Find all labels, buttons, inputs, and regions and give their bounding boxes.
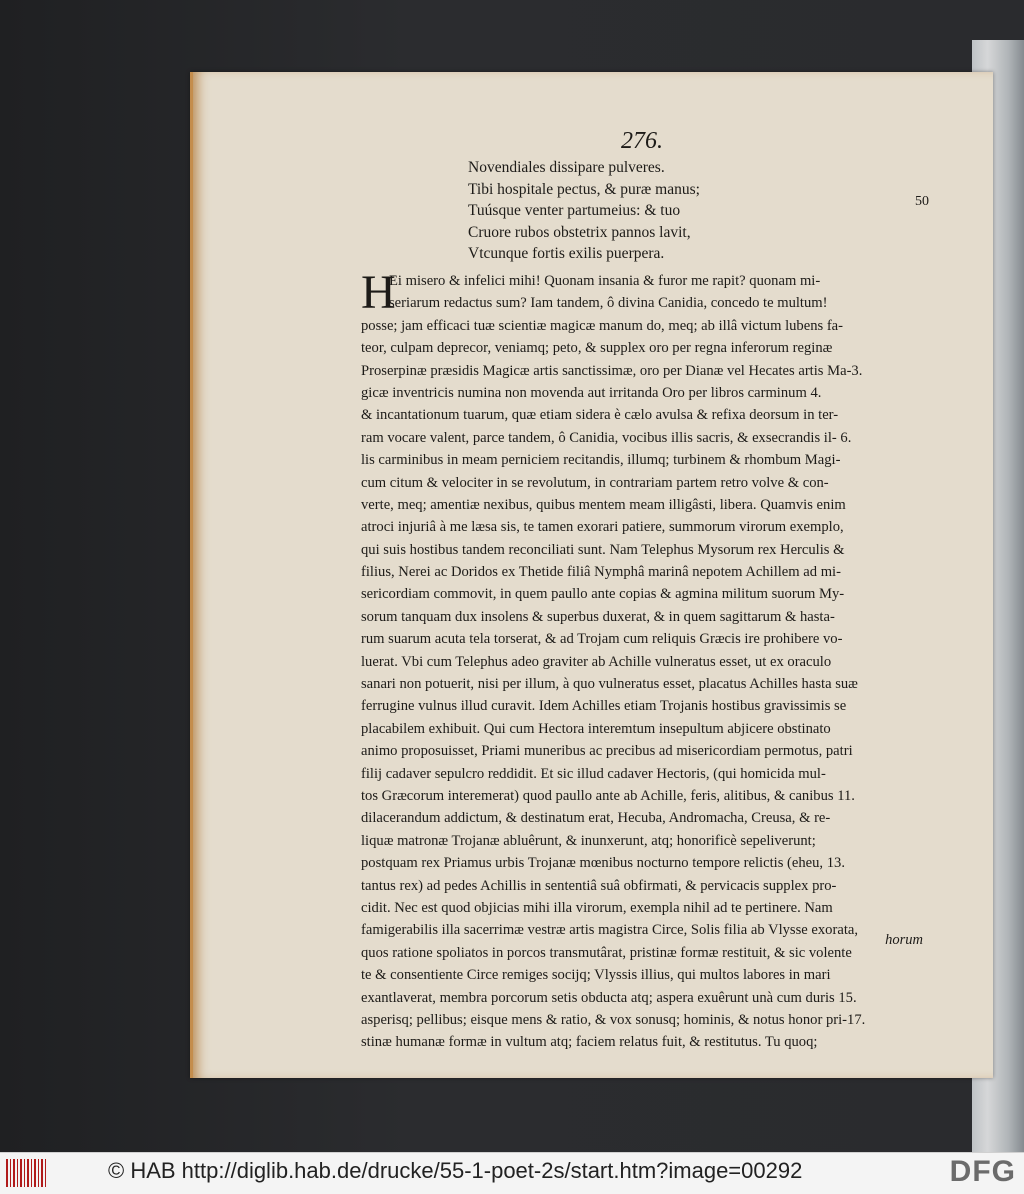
prose-line: ram vocare valent, parce tandem, ô Canidia, vocibus illis sacris, & exsecrandis il- 6. [361, 429, 852, 446]
prose-line: postquam rex Priamus urbis Trojanæ mœnibus nocturno tempore relictis (eheu, 13. [361, 855, 845, 872]
prose-line: teor, culpam deprecor, veniamq; peto, & supplex oro per regna inferorum reginæ [361, 340, 833, 357]
prose-line: tantus rex) ad pedes Achillis in sententiâ suâ obfirmati, & pervicacis supplex pro- [361, 877, 837, 894]
prose-line: cidit. Nec est quod objicias mihi illa virorum, exempla nihil ad te pertinere. Nam [361, 899, 833, 916]
prose-line: qui suis hostibus tandem reconciliati sunt. Nam Telephus Mysorum rex Herculis & [361, 541, 845, 558]
prose-line: atroci injuriâ à me læsa sis, te tamen exorari patiere, summorum virorum exemplo, [361, 519, 844, 536]
prose-line: sorum tanquam dux insolens & superbus duxerat, & in quem sagittarum & hasta- [361, 608, 835, 625]
prose-line: cum citum & velociter in se revolutum, in contrariam partem retro volve & con- [361, 474, 829, 491]
verse-line: Vtcunque fortis exilis puerpera. [468, 245, 665, 262]
copyright-url[interactable]: © HAB http://diglib.hab.de/drucke/55-1-poet-2s/start.htm?image=00292 [108, 1158, 803, 1183]
prose-line: seriarum redactus sum? Iam tandem, ô divina Canidia, concedo te multum! [389, 295, 828, 312]
prose-line: sanari non potuerit, nisi per illum, à quo vulneratus esset, placatus Achilles hasta suæ [361, 676, 858, 693]
book-page [190, 72, 993, 1078]
prose-line: animo proposuisset, Priami muneribus ac precibus ad misericordiam permotus, patri [361, 743, 853, 760]
prose-line: famigerabilis illa sacerrimæ vestræ artis magistra Circe, Solis filia ab Vlysse exorata, [361, 922, 858, 939]
prose-line: rum suarum acuta tela torserat, & ad Trojam cum reliquis Græcis ire prohibere vo- [361, 631, 843, 648]
barcode-icon [6, 1159, 46, 1187]
verse-line: Tuúsque venter partumeius: & tuo [468, 202, 681, 219]
verse-line-marker: 50 [915, 194, 929, 209]
prose-line: asperisq; pellibus; eisque mens & ratio, & vox sonusq; hominis, & notus honor pri-17. [361, 1011, 866, 1028]
prose-line: posse; jam efficaci tuæ scientiæ magicæ manum do, meq; ab illâ victum lubens fa- [361, 317, 844, 334]
page-number: 276. [621, 128, 663, 154]
prose-line: exantlaverat, membra porcorum setis obducta atq; aspera exuêrunt unà cum duris 15. [361, 989, 857, 1006]
prose-line: verte, meq; amentiæ nexibus, quibus mentem meam illigâsti, libera. Quamvis enim [361, 496, 846, 513]
prose-line: placabilem exhibuit. Qui cum Hectora interemtum insepultum abjicere obstinato [361, 720, 831, 737]
prose-line: Proserpinæ præsidis Magicæ artis sanctissimæ, oro per Dianæ vel Hecates artis Ma-3. [361, 362, 863, 379]
prose-line: tos Græcorum interemerat) quod paullo ante ab Achille, feris, alitibus, & canibus 11. [361, 787, 855, 804]
prose-line: te & consentiente Circe remiges socijq; Vlyssis illius, qui multos labores in mari [361, 967, 831, 984]
prose-line: dilacerandum addictum, & destinatum erat, Hecuba, Andromacha, Creusa, & re- [361, 810, 831, 827]
verse-line: Tibi hospitale pectus, & puræ manus; [468, 180, 700, 198]
prose-line: gicæ inventricis numina non movenda aut irritanda Oro per libros carminum 4. [361, 384, 822, 401]
prose-line: sericordiam commovit, in quem paullo ante copias & agmina militum suorum My- [361, 586, 845, 603]
prose-line: ferrugine vulnus illud curavit. Idem Achilles etiam Trojanis hostibus gravissimis se [361, 698, 847, 715]
catchword: horum [885, 932, 923, 948]
prose-line: filij cadaver sepulcro reddidit. Et sic illud cadaver Hectoris, (qui homicida mul- [361, 765, 826, 782]
prose-line: stinæ humanæ formæ in vultum atq; faciem relatus fuit, & restitutus. Tu quoq; [361, 1034, 818, 1051]
drop-cap: H [361, 266, 396, 319]
viewer-footer [0, 1152, 1024, 1194]
prose-line: Ei misero & infelici mihi! Quonam insania & furor me rapit? quonam mi- [389, 273, 821, 289]
prose-line: liquæ matronæ Trojanæ abluêrunt, & inunxerunt, atq; honorificè sepeliverunt; [361, 832, 816, 849]
prose-line: luerat. Vbi cum Telephus adeo graviter ab Achille vulneratus esset, ut ex oraculo [361, 653, 832, 670]
verse-line: Cruore rubos obstetrix pannos lavit, [468, 223, 691, 241]
prose-line: filius, Nerei ac Doridos ex Thetide filiâ Nymphâ marinâ nepotem Achillem ad mi- [361, 564, 841, 581]
verse-block [468, 157, 888, 265]
dfg-logo: DFG [949, 1155, 1016, 1188]
verse-line: Novendiales dissipare pulveres. [468, 159, 665, 176]
prose-line: & incantationum tuarum, quæ etiam sidera è cælo avulsa & refixa deorsum in ter- [361, 407, 839, 424]
prose-line: lis carminibus in meam perniciem recitandis, illumq; turbinem & rhombum Magi- [361, 452, 841, 469]
prose-line: quos ratione spoliatos in porcos transmutârat, pristinæ formæ restituit, & sic volente [361, 944, 852, 961]
